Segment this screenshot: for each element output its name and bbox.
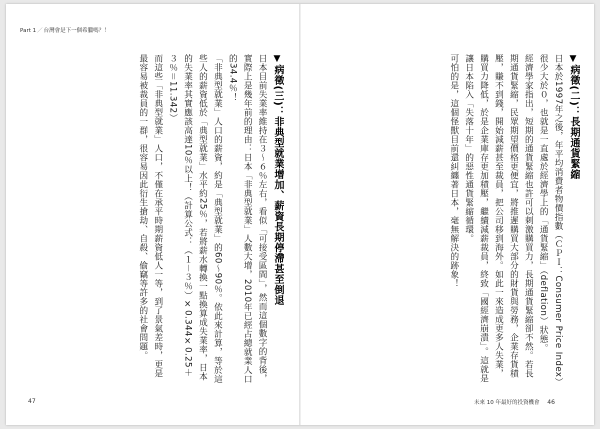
book-spread [6,4,594,425]
header-separator: ／ [37,28,43,34]
right-paragraph-1: 日本於1997年之後，年平均消費者物價指數（ＣＰＩ：Consumer Price Index）很少大於０，也就是一直處於經濟學上的「通貨緊縮」（deflation）狀態。 [538,54,564,383]
right-page-body [324,54,580,386]
left-page-heading [269,54,284,386]
right-footer [474,398,555,406]
page-gutter [299,4,301,425]
heading-marker-left: ▼ [272,54,282,65]
left-paragraph-3: 而這些「非典型就業」人口，不僅在承平時期薪資低人一等，到了景氣差時，更是最容易被裁員的一群，很容易因此衍生搶劫、自殺、偷竊等許多的社會問題。 [137,54,163,378]
header-section: 台灣會是下一個希臘嗎？！ [43,28,110,34]
right-paragraph-2: 經濟學家指出，短期的通貨緊縮也許可以刺激購買力，長期通貨緊縮卻不然。若長期通貨緊縮，民眾期望價格更便宜，將推遲購買大部分的財貨與勞務，企業存貨積壓，賺不到錢，開始減薪甚至裁員，把公司移到海外。如此一來造成更多人失業，購買力降低，於是企業庫存更加積壓，繼續減薪裁員，終致「國經濟崩潰」。這就是讓日本陷入「失落十年」的惡性通貨緊縮循環。 [463,54,534,383]
heading-text-right: 病徵(二)：長期通貨緊縮 [568,64,579,180]
left-page-body [26,54,284,386]
right-page-number: 46 [547,399,555,406]
heading-marker-right: ▼ [568,54,578,65]
header-part: Part 1 [20,28,37,34]
left-paragraph-2: 「非典型就業」人口的薪資，約是「典型就業」的60～90％。依此來計算，等於這些人的薪資低於「典型就業」水平約25％，若將薪水轉換一點換算成失業率，日本的失業率其實應該高達10％以上！（計算公式：（１－３％）×0.344×0.25＋３％＝11.342） [167,54,223,384]
left-paragraph-1: 日本目前失業率維持在３～６％左右，看似「可接受區間」，然而這個數字的背後，實際上是幾年前的理由：日本「非典型就業」人數大增，2010年已經占總就業人口的34.4％！ [227,54,268,384]
left-page-number: 47 [28,398,36,405]
right-paragraph-3: 可怕的是，這個怪獸目前還糾纏著日本，毫無解決的跡象！ [448,54,459,288]
heading-text-left: 病徵(三)：非典型就業增加、薪資長期停滯甚至倒退 [272,64,283,306]
running-title: 未來 10 年最好的投資機會 [474,400,540,406]
right-page-heading [565,54,580,386]
running-header [20,26,110,34]
